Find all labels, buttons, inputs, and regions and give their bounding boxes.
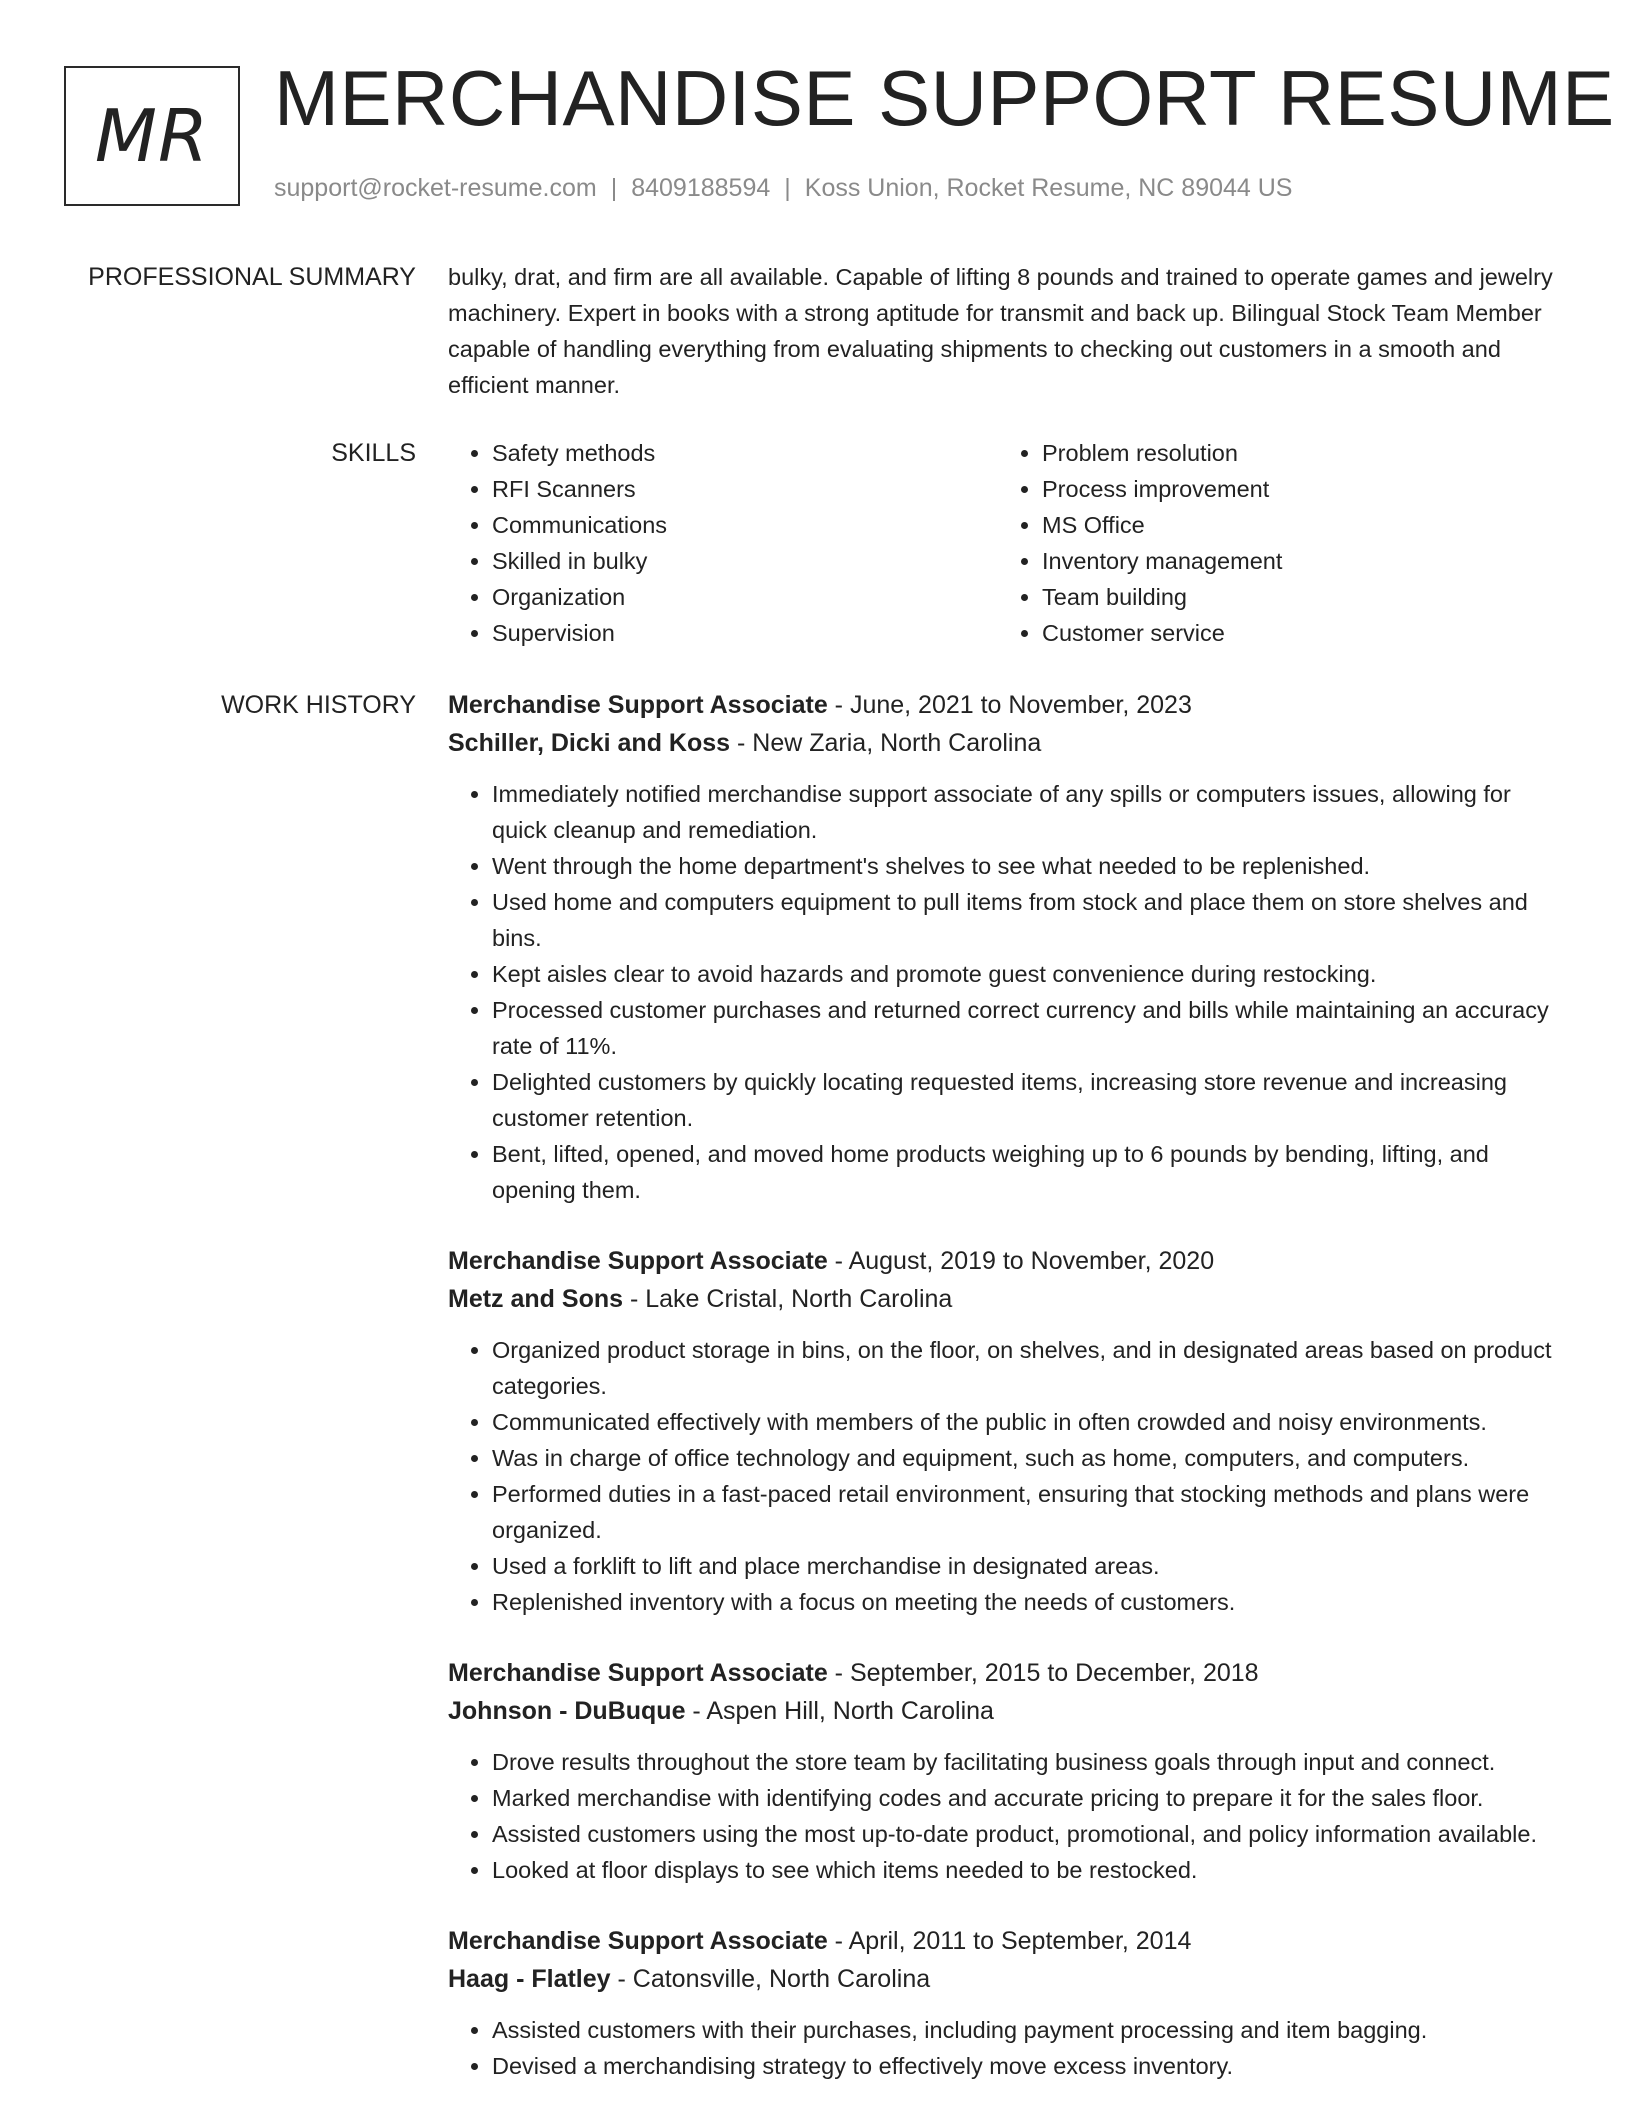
skills-list-right [998, 435, 1548, 651]
job-title-line [448, 1242, 1572, 1280]
job-title-line [448, 1922, 1572, 1960]
job-bullet: • Went through the home department's shelves to see what needed to be replenished. [492, 848, 1572, 884]
job-title: Merchandise Support Associate [448, 1927, 828, 1955]
job-bullet: • Used a forklift to lift and place merchandise in designated areas. [492, 1548, 1572, 1584]
job-bullets [448, 776, 1572, 1208]
job-bullet: • Drove results throughout the store team by facilitating business goals through input and connect. [492, 1744, 1572, 1780]
skill-item: • MS Office [1042, 507, 1548, 543]
job-title-line [448, 1654, 1572, 1692]
skills-body [448, 435, 1572, 651]
summary-body [448, 259, 1572, 403]
job-company: Metz and Sons [448, 1285, 624, 1313]
job-title: Merchandise Support Associate [448, 691, 828, 719]
skills-heading: SKILLS [331, 439, 416, 467]
skills-list-left [448, 435, 998, 651]
job-bullet: • Organized product storage in bins, on the floor, on shelves, and in designated areas based on product categories. [492, 1332, 1572, 1404]
contact-separator: | [610, 174, 618, 202]
job-company-line [448, 1692, 1572, 1730]
job-location: - New Zaria, North Carolina [730, 729, 1042, 757]
job-company: Haag - Flatley [448, 1965, 611, 1993]
skill-item: • RFI Scanners [492, 471, 998, 507]
job-title-line [448, 686, 1572, 724]
job-dates: - June, 2021 to November, 2023 [827, 691, 1192, 719]
job-location: - Catonsville, North Carolina [610, 1965, 931, 1993]
summary-heading: PROFESSIONAL SUMMARY [88, 263, 416, 291]
skill-item: • Problem resolution [1042, 435, 1548, 471]
job-entry [448, 1654, 1572, 1888]
job-title: Merchandise Support Associate [448, 1247, 828, 1275]
contact-line [274, 174, 1293, 203]
skill-item: • Process improvement [1042, 471, 1548, 507]
job-bullet: • Performed duties in a fast-paced retail environment, ensuring that stocking methods and plans were organized. [492, 1476, 1572, 1548]
contact-phone: 8409188594 [631, 174, 771, 202]
job-bullets [448, 2012, 1572, 2084]
summary-text: bulky, drat, and firm are all available. Capable of lifting 8 pounds and trained to operate games and jewelry machinery. Expert in books with a strong aptitude for transmit and back up. Bilingual Stock Team Member capable of handling everything from evaluating shipments to checking out customers in a smooth and efficient manner. [448, 264, 1553, 398]
skill-item: • Customer service [1042, 615, 1548, 651]
job-bullet: • Immediately notified merchandise support associate of any spills or computers issues, allowing for quick cleanup and remediation. [492, 776, 1572, 848]
job-company: Johnson - DuBuque [448, 1697, 686, 1725]
job-entry [448, 1922, 1572, 2084]
monogram-box [64, 66, 240, 206]
job-bullet: • Delighted customers by quickly locating requested items, increasing store revenue and increasing customer retention. [492, 1064, 1572, 1136]
job-bullet: • Kept aisles clear to avoid hazards and promote guest convenience during restocking. [492, 956, 1572, 992]
job-location: - Aspen Hill, North Carolina [685, 1697, 994, 1725]
job-company: Schiller, Dicki and Koss [448, 729, 731, 757]
job-bullet: • Assisted customers using the most up-to-date product, promotional, and policy information available. [492, 1816, 1572, 1852]
job-company-line [448, 724, 1572, 762]
job-bullet: • Looked at floor displays to see which items needed to be restocked. [492, 1852, 1572, 1888]
contact-email: support@rocket-resume.com [274, 174, 597, 202]
skill-item: • Supervision [492, 615, 998, 651]
job-location: - Lake Cristal, North Carolina [623, 1285, 953, 1313]
job-bullet: • Marked merchandise with identifying codes and accurate pricing to prepare it for the sales floor. [492, 1780, 1572, 1816]
job-dates: - September, 2015 to December, 2018 [827, 1659, 1259, 1687]
skill-item: • Inventory management [1042, 543, 1548, 579]
job-bullets [448, 1332, 1572, 1620]
job-company-line [448, 1960, 1572, 1998]
contact-address: Koss Union, Rocket Resume, NC 89044 US [804, 174, 1293, 202]
job-dates: - April, 2011 to September, 2014 [827, 1927, 1192, 1955]
job-title: Merchandise Support Associate [448, 1659, 828, 1687]
job-bullets [448, 1744, 1572, 1888]
contact-separator: | [784, 174, 791, 202]
job-dates: - August, 2019 to November, 2020 [827, 1247, 1215, 1275]
work-history-heading: WORK HISTORY [221, 691, 416, 719]
skill-item: • Team building [1042, 579, 1548, 615]
job-bullet: • Bent, lifted, opened, and moved home products weighing up to 6 pounds by bending, lifting, and opening them. [492, 1136, 1572, 1208]
job-bullet: • Replenished inventory with a focus on meeting the needs of customers. [492, 1584, 1572, 1620]
job-bullet: • Assisted customers with their purchases, including payment processing and item bagging. [492, 2012, 1572, 2048]
job-company-line [448, 1280, 1572, 1318]
job-bullet: • Was in charge of office technology and equipment, such as home, computers, and computers. [492, 1440, 1572, 1476]
resume-title: MERCHANDISE SUPPORT RESUME [274, 54, 1615, 142]
job-bullet: • Devised a merchandising strategy to effectively move excess inventory. [492, 2048, 1572, 2084]
skill-item: • Skilled in bulky [492, 543, 998, 579]
job-bullet: • Used home and computers equipment to pull items from stock and place them on store shelves and bins. [492, 884, 1572, 956]
job-bullet: • Processed customer purchases and returned correct currency and bills while maintaining an accuracy rate of 11%. [492, 992, 1572, 1064]
job-entry [448, 686, 1572, 1208]
job-bullet: • Communicated effectively with members of the public in often crowded and noisy environments. [492, 1404, 1572, 1440]
skill-item: • Organization [492, 579, 998, 615]
work-history-body [448, 686, 1572, 2112]
skill-item: • Safety methods [492, 435, 998, 471]
monogram-initials: MR [94, 94, 210, 178]
job-entry [448, 1242, 1572, 1620]
skill-item: • Communications [492, 507, 998, 543]
